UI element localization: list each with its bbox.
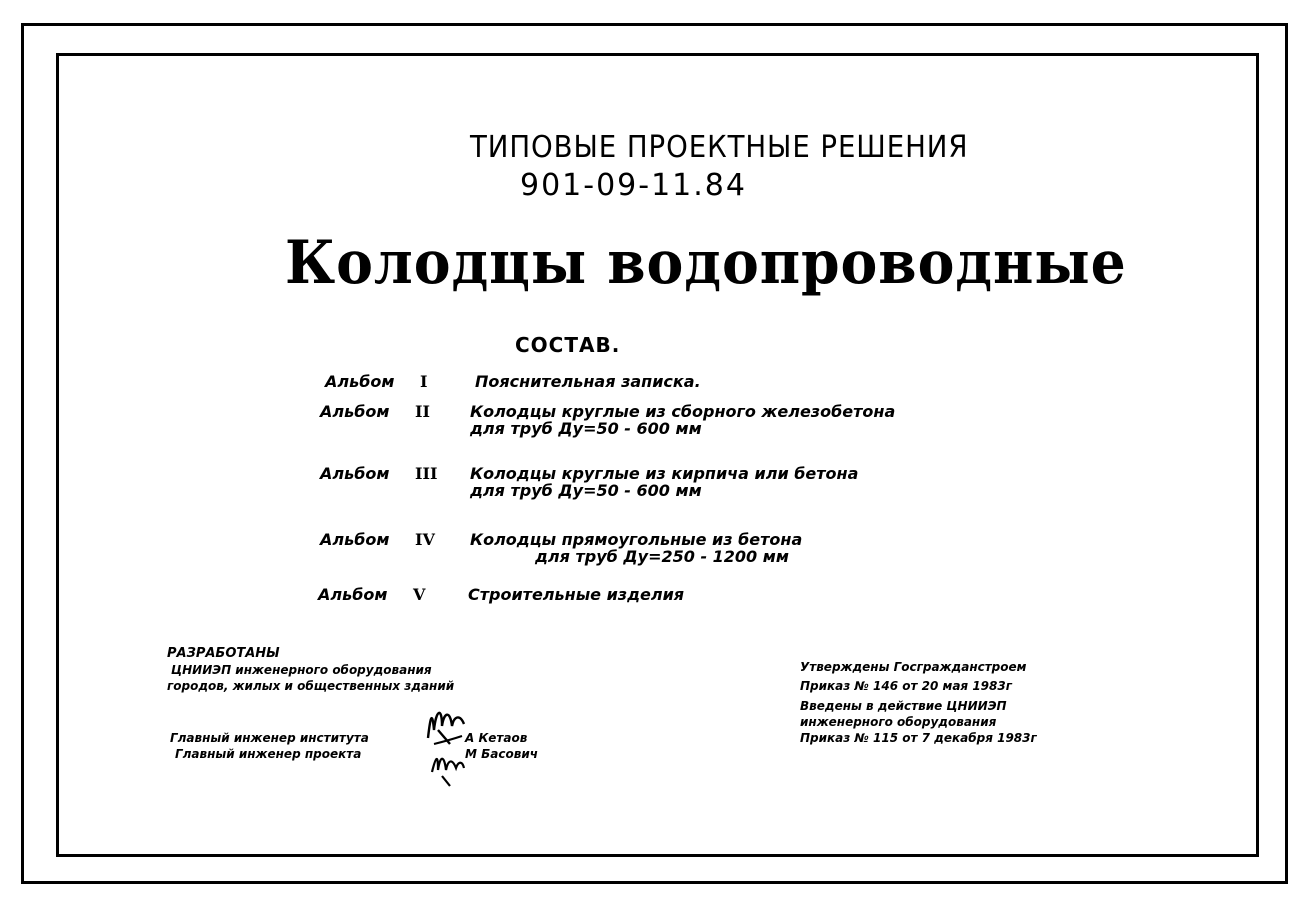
album-label: Альбом xyxy=(320,402,390,421)
album-label: Альбом xyxy=(325,372,395,391)
album-number: V xyxy=(413,585,426,604)
approval-line4: инженерного оборудования xyxy=(800,715,997,729)
chief-engineer-institute-label: Главный инженер института xyxy=(170,731,369,745)
album-description: Колодцы круглые из кирпича или бетона xyxy=(470,464,859,483)
chief-engineer-project-label: Главный инженер проекта xyxy=(175,747,362,761)
album-row xyxy=(320,402,960,442)
album-row xyxy=(325,372,925,394)
approval-line2: Приказ № 146 от 20 мая 1983г xyxy=(800,679,1012,693)
album-description-line2: для труб Ду=50 - 600 мм xyxy=(470,481,702,500)
album-label: Альбом xyxy=(320,530,390,549)
developer-org-line2: городов, жилых и общественных зданий xyxy=(167,679,455,693)
approval-line1: Утверждены Госгражданстроем xyxy=(800,660,1027,674)
album-description: Пояснительная записка. xyxy=(475,372,701,391)
album-row xyxy=(320,530,960,570)
album-row xyxy=(318,585,958,607)
series-heading: ТИПОВЫЕ ПРОЕКТНЫЕ РЕШЕНИЯ xyxy=(470,130,969,165)
album-number: IV xyxy=(415,530,435,549)
signature-project xyxy=(428,748,468,788)
album-description-line2: для труб Ду=250 - 1200 мм xyxy=(535,547,789,566)
approval-block xyxy=(800,658,1037,746)
contents-heading: СОСТАВ. xyxy=(515,333,621,357)
album-description: Строительные изделия xyxy=(468,585,685,604)
album-row xyxy=(320,464,960,504)
album-label: Альбом xyxy=(318,585,388,604)
chief-engineer-project-name: М Басович xyxy=(465,747,538,761)
album-number: II xyxy=(415,402,430,421)
album-description-line2: для труб Ду=50 - 600 мм xyxy=(470,419,702,438)
album-label: Альбом xyxy=(320,464,390,483)
album-number: III xyxy=(415,464,438,483)
document-title: Колодцы водопроводные xyxy=(285,228,1127,298)
album-description: Колодцы круглые из сборного железобетона xyxy=(470,402,896,421)
album-description: Колодцы прямоугольные из бетона xyxy=(470,530,803,549)
approval-line5: Приказ № 115 от 7 декабря 1983г xyxy=(800,731,1037,745)
project-code: 901-09-11.84 xyxy=(520,168,747,203)
developer-heading: РАЗРАБОТАНЫ xyxy=(167,646,280,661)
chief-engineer-institute-name: А Кетаов xyxy=(465,731,528,745)
album-number: I xyxy=(420,372,428,391)
approval-line3: Введены в действие ЦНИИЭП xyxy=(800,699,1007,713)
developer-block xyxy=(167,646,454,694)
developer-org-line1: ЦНИИЭП инженерного оборудования xyxy=(171,663,432,677)
